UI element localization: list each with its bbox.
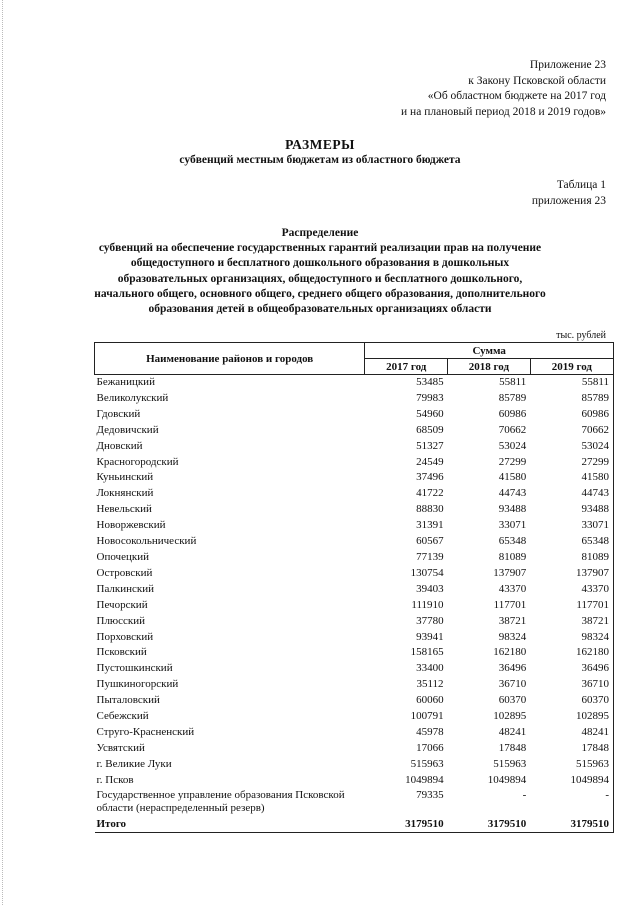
value-2019: 102895	[530, 709, 613, 725]
value-2018: 55811	[499, 376, 527, 388]
value-2018: 93488	[498, 503, 527, 516]
row-name: Усвятский	[96, 741, 145, 754]
table-row	[95, 439, 614, 455]
value-2019: 60986	[530, 407, 613, 423]
table-reference-line-1: Таблица 1	[556, 179, 606, 191]
document-title: РАЗМЕРЫ	[285, 137, 355, 152]
table-row	[95, 661, 614, 677]
value-2017: 24549	[416, 455, 444, 468]
table-row	[95, 582, 614, 598]
value-2017: 60060	[416, 694, 444, 707]
value-2017: 33400	[416, 662, 444, 675]
row-name: Себежский	[96, 710, 149, 723]
value-2018: 98324	[498, 630, 527, 643]
row-name: Новосокольнический	[96, 535, 197, 548]
value-2019: 137907	[530, 566, 613, 582]
value-2017: 35112	[416, 678, 444, 691]
value-2017: 158165	[410, 646, 444, 659]
row-name: Бежаницкий	[96, 376, 155, 388]
value-2019: 117701	[530, 598, 613, 614]
distribution-line-3: образовательных организациях, общедоступного и бесплатного дошкольного,	[117, 272, 523, 285]
value-2017: 3179510	[365, 817, 448, 833]
value-2019: 36496	[530, 661, 613, 677]
value-2017: 93941	[416, 630, 444, 643]
table-row	[95, 486, 614, 502]
units-label: тыс. рублей	[556, 330, 606, 341]
value-2017: 111910	[411, 598, 444, 611]
value-2018: 3179510	[448, 817, 531, 833]
value-2019: 48241	[530, 725, 613, 741]
table-row	[95, 677, 614, 693]
value-2018: 102895	[493, 710, 527, 723]
value-2017: 31391	[416, 519, 444, 532]
table-row	[95, 550, 614, 566]
row-name: Островский	[96, 566, 153, 579]
value-2018: 48241	[498, 725, 527, 738]
table-row	[95, 789, 614, 817]
header-name: Наименование районов и городов	[95, 343, 365, 375]
value-2017: 37780	[416, 614, 444, 627]
row-name: Великолукский	[96, 391, 169, 404]
value-2019: 93488	[530, 502, 613, 518]
table-row	[95, 470, 614, 486]
value-2018: 17848	[498, 741, 527, 754]
value-2018: 44743	[498, 487, 527, 500]
value-2018: 70662	[498, 423, 527, 436]
table-row	[95, 566, 614, 582]
value-2017: 88830	[416, 503, 444, 516]
table-row	[95, 502, 614, 518]
row-name: Красногородский	[96, 455, 179, 468]
value-2018: 1049894	[487, 773, 527, 786]
page-edge	[2, 0, 3, 905]
value-2017: 1049894	[405, 773, 444, 786]
row-name: Дедовичский	[96, 423, 159, 436]
row-name: Пушкиногорский	[96, 678, 179, 691]
value-2017: 77139	[416, 550, 444, 563]
distribution-heading-block	[70, 226, 570, 317]
row-name: г. Псков	[96, 773, 134, 786]
distribution-line-1: субвенций на обеспечение государственных гарантий реализации прав на получение	[98, 242, 542, 255]
value-2019: 53024	[530, 439, 613, 455]
value-2019: 60370	[530, 693, 613, 709]
value-2019: 44743	[530, 486, 613, 502]
value-2018: 65348	[498, 535, 527, 548]
value-2019: 55811	[530, 375, 613, 391]
value-2018: 41580	[498, 471, 527, 484]
table-row	[95, 598, 614, 614]
distribution-heading: Распределение	[281, 227, 359, 239]
row-name: Пустошкинский	[96, 662, 173, 675]
subvention-table	[94, 342, 614, 833]
table-row	[95, 534, 614, 550]
value-2018: 60370	[498, 694, 527, 707]
table-row	[95, 423, 614, 439]
value-2017: 37496	[416, 471, 444, 484]
value-2018: 38721	[498, 614, 527, 627]
table-row	[95, 741, 614, 757]
value-2019: 3179510	[530, 817, 613, 833]
value-2018: -	[522, 788, 527, 801]
distribution-line-5: образования детей в общеобразовательных организациях области	[148, 303, 492, 316]
appendix-line-4: и на плановый период 2018 и 2019 годов»	[401, 105, 606, 118]
value-2017: 79335	[416, 788, 444, 801]
value-2017: 51327	[416, 439, 444, 452]
value-2019: 43370	[530, 582, 613, 598]
row-name: Дновский	[96, 439, 143, 452]
row-name: Куньинский	[96, 471, 154, 484]
table-row	[95, 614, 614, 630]
row-name: Локнянский	[96, 487, 154, 500]
row-name: Плюсский	[96, 614, 146, 627]
table-reference-line-2: приложения 23	[531, 194, 606, 207]
distribution-line-2: общедоступного и бесплатного дошкольного образования в дошкольных	[130, 257, 510, 270]
table-row	[95, 375, 614, 391]
document-subtitle: субвенций местным бюджетам из областного бюджета	[179, 154, 461, 166]
row-name: Опочецкий	[96, 550, 149, 563]
value-2019: 36710	[530, 677, 613, 693]
value-2018: 117701	[493, 598, 527, 611]
row-name: Палкинский	[96, 582, 155, 595]
value-2018: 33071	[498, 519, 527, 532]
value-2019: 70662	[530, 423, 613, 439]
table-row	[95, 725, 614, 741]
table-row	[95, 518, 614, 534]
table-row	[95, 693, 614, 709]
value-2017: 100791	[410, 710, 444, 723]
value-2019: -	[530, 789, 613, 817]
value-2018: 36496	[498, 662, 527, 675]
total-row	[95, 817, 614, 833]
row-name: Струго-Красненский	[96, 725, 195, 738]
appendix-line-1: Приложение 23	[529, 59, 606, 71]
value-2018: 81089	[498, 550, 527, 563]
value-2017: 41722	[416, 487, 444, 500]
table-row	[95, 645, 614, 661]
row-name: Псковский	[96, 646, 147, 659]
value-2019: 85789	[530, 391, 613, 407]
header-sum: Сумма	[365, 343, 614, 359]
value-2018: 60986	[498, 407, 527, 420]
value-2019: 65348	[530, 534, 613, 550]
value-2019: 33071	[530, 518, 613, 534]
value-2017: 17066	[416, 741, 444, 754]
row-name: Гдовский	[96, 407, 141, 420]
value-2017: 515963	[410, 757, 444, 770]
row-name: Невельский	[96, 503, 152, 516]
value-2019: 38721	[530, 614, 613, 630]
appendix-line-2: к Закону Псковской области	[468, 74, 606, 87]
table-row	[95, 407, 614, 423]
value-2018: 137907	[493, 566, 527, 579]
row-name: Новоржевский	[96, 519, 166, 532]
value-2017: 54960	[416, 407, 444, 420]
value-2018: 162180	[493, 646, 527, 659]
table-row	[95, 709, 614, 725]
value-2019: 98324	[530, 630, 613, 646]
header-2019: 2019 год	[530, 359, 613, 375]
value-2018: 36710	[498, 678, 527, 691]
value-2019: 27299	[530, 455, 613, 471]
value-2017: 68509	[416, 423, 444, 436]
distribution-line-4: начального общего, основного общего, среднего общего образования, дополнительного	[94, 287, 546, 300]
table-row	[95, 455, 614, 471]
table-row	[95, 391, 614, 407]
value-2019: 81089	[530, 550, 613, 566]
value-2017: 130754	[410, 566, 444, 579]
value-2019: 1049894	[530, 773, 613, 789]
value-2019: 17848	[530, 741, 613, 757]
value-2017: 53485	[416, 376, 444, 388]
appendix-reference	[401, 58, 606, 120]
header-2017: 2017 год	[365, 359, 448, 375]
value-2018: 85789	[498, 391, 527, 404]
table-row	[95, 757, 614, 773]
row-name: Государственное управление образования Псковской области (нераспределенный резерв)	[96, 788, 345, 814]
header-2018: 2018 год	[448, 359, 531, 375]
value-2017: 45978	[416, 725, 444, 738]
row-name: Печорский	[96, 598, 148, 611]
appendix-line-3: «Об областном бюджете на 2017 год	[427, 90, 606, 102]
table-row	[95, 630, 614, 646]
table-reference	[532, 178, 606, 209]
value-2017: 60567	[416, 535, 444, 548]
value-2019: 41580	[530, 470, 613, 486]
value-2019: 515963	[530, 757, 613, 773]
value-2018: 53024	[498, 439, 527, 452]
row-name: Порховский	[96, 630, 154, 643]
table-row	[95, 773, 614, 789]
value-2017: 39403	[416, 582, 444, 595]
value-2019: 162180	[530, 645, 613, 661]
value-2017: 79983	[416, 391, 444, 404]
row-name: Пыталовский	[96, 694, 160, 707]
row-name: г. Великие Луки	[96, 757, 172, 770]
value-2018: 515963	[493, 757, 527, 770]
row-name: Итого	[95, 817, 365, 833]
value-2018: 43370	[498, 582, 527, 595]
value-2018: 27299	[498, 455, 527, 468]
